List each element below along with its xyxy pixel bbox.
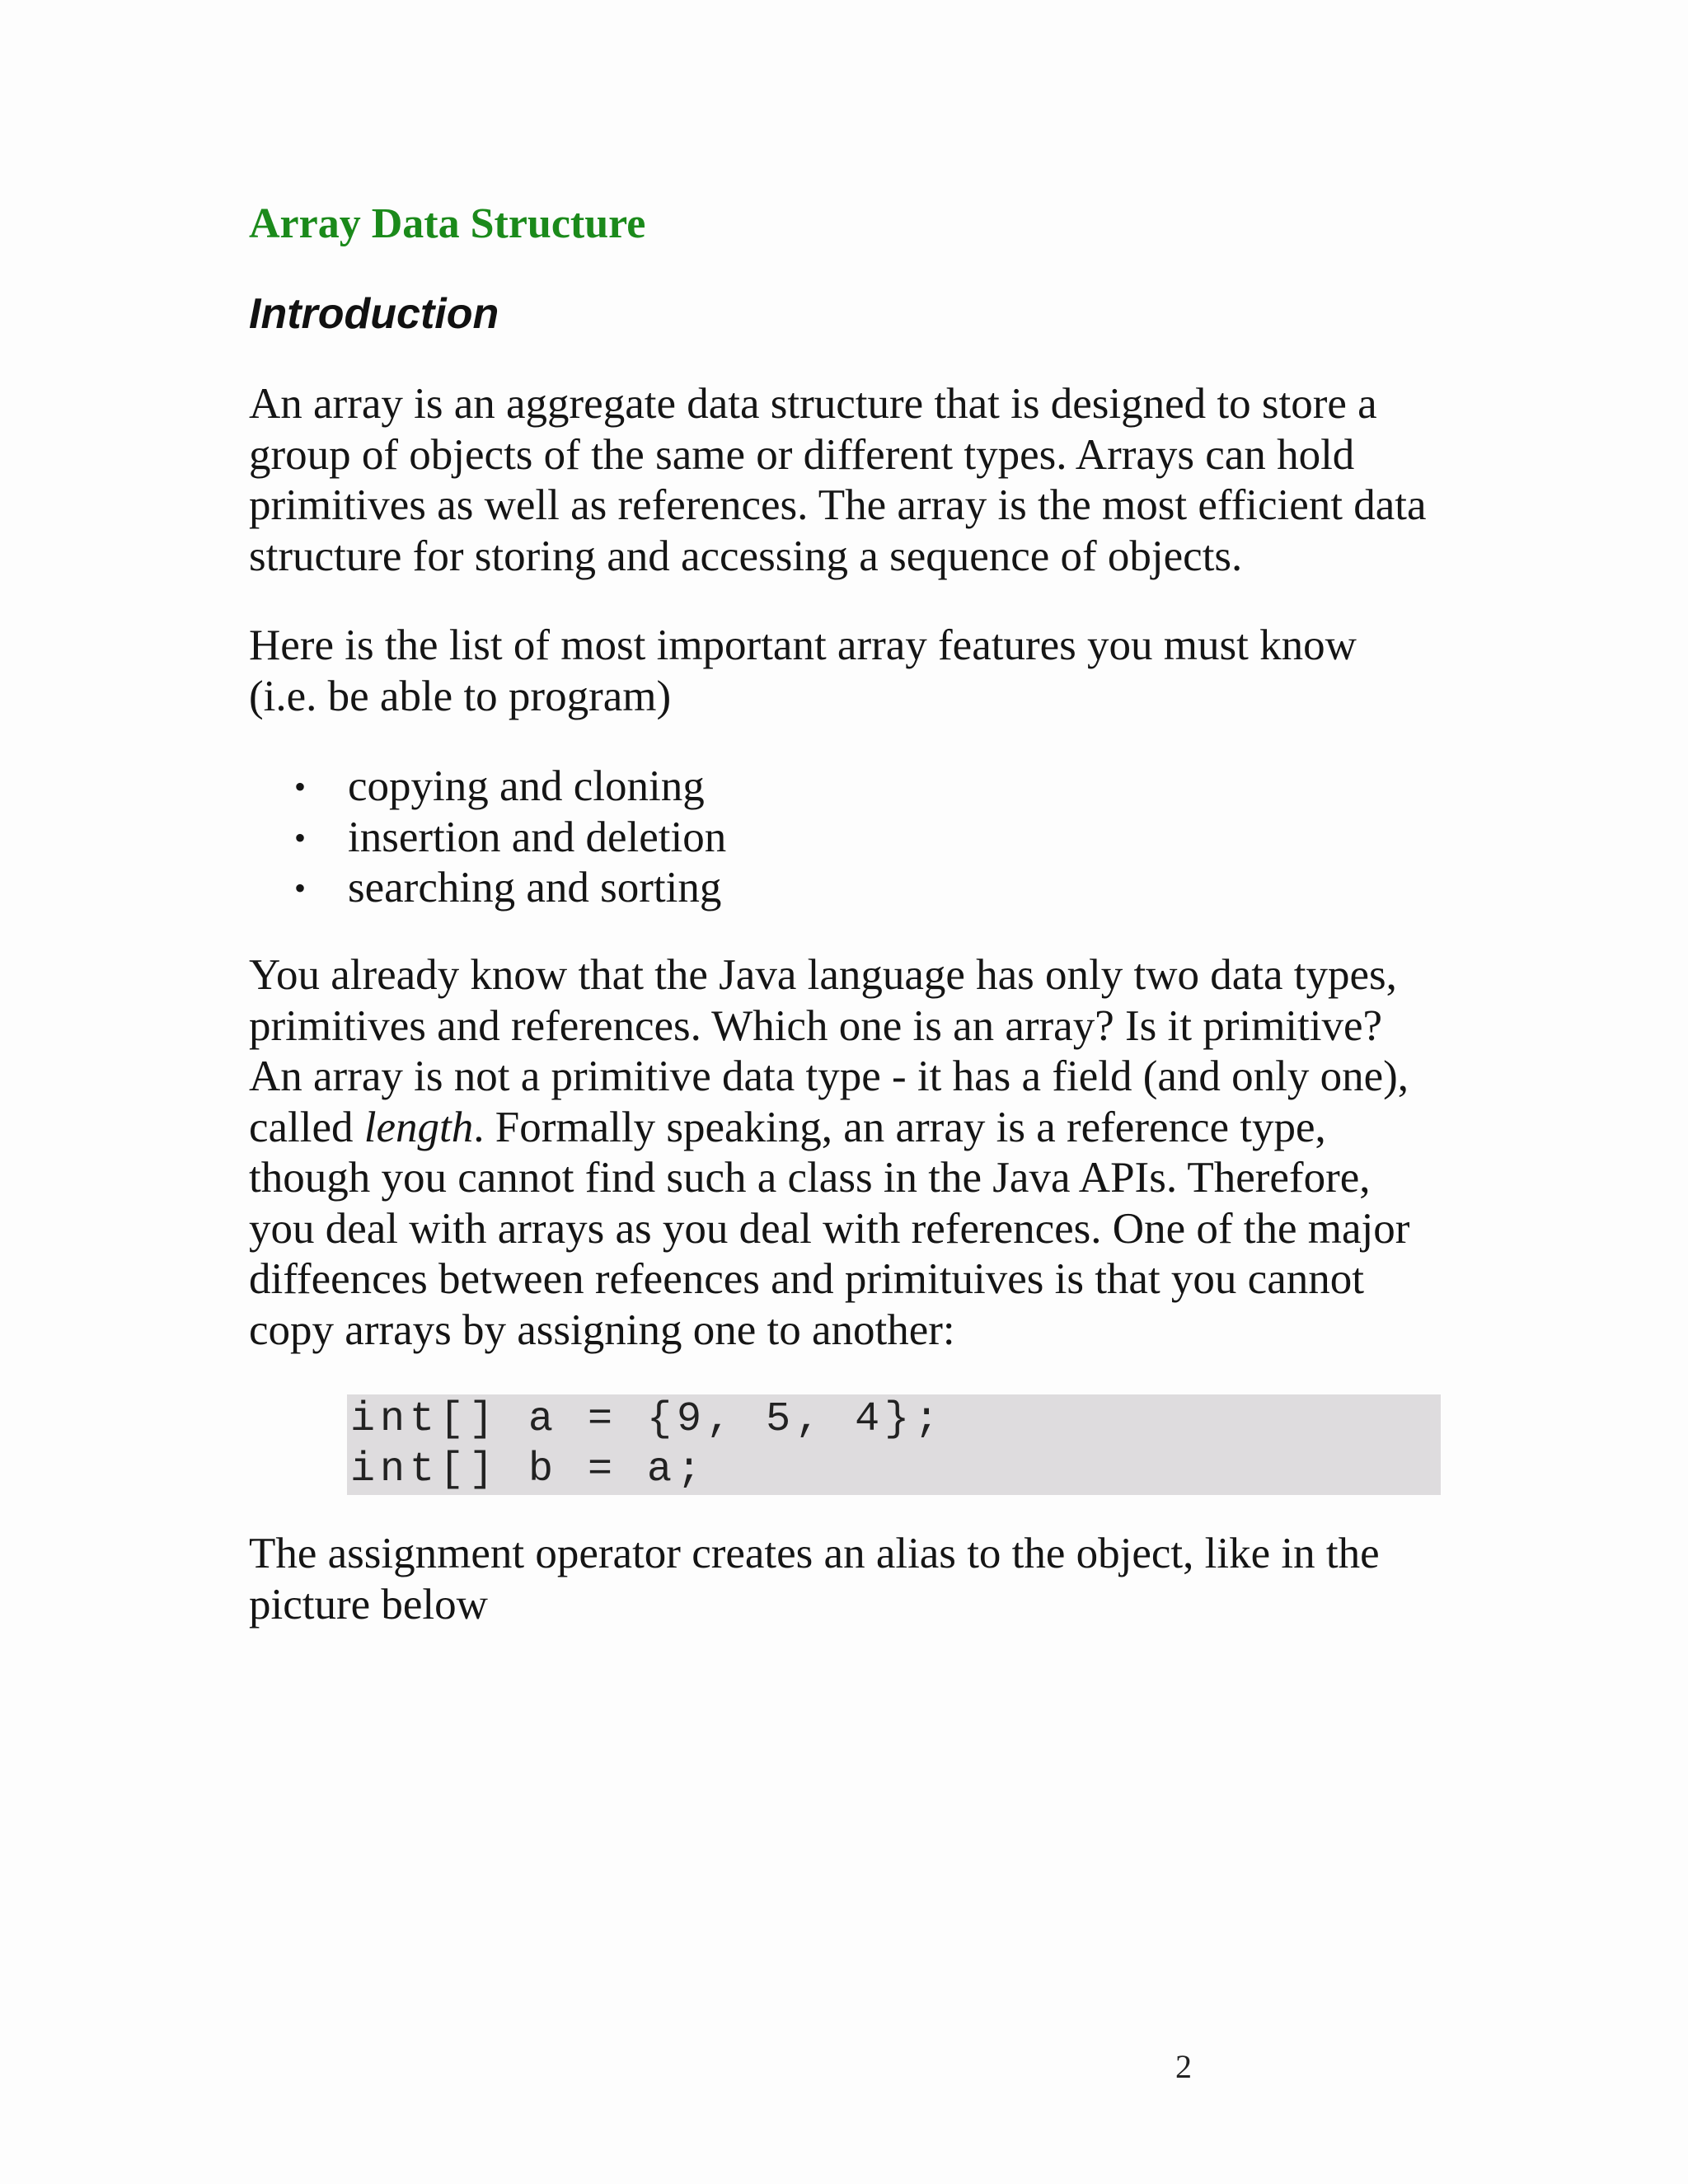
list-item: [249, 813, 726, 864]
assignment-paragraph: [249, 1529, 1441, 1630]
paragraph-line: structure for storing and accessing a sequence of objects.: [249, 532, 1243, 580]
code-line: int[] b = a;: [350, 1446, 707, 1493]
code-block: [347, 1394, 1441, 1495]
paragraph-line: Here is the list of most important array features you must know: [249, 621, 1357, 669]
paragraph-line: (i.e. be able to program): [249, 672, 672, 720]
paragraph-line: [249, 1103, 1441, 1154]
paragraph-line: group of objects of the same or different types. Arrays can hold: [249, 430, 1355, 479]
feature-list: [249, 762, 726, 914]
paragraph-line: diffeences between refeences and primituives is that you cannot: [249, 1255, 1364, 1303]
paragraph-line: copy arrays by assigning one to another:: [249, 1305, 955, 1354]
page-title: Array Data Structure: [249, 200, 646, 247]
paragraph-line: An array is not a primitive data type - it has a field (and only one),: [249, 1052, 1409, 1100]
paragraph-line: primitives and references. Which one is an array? Is it primitive?: [249, 1001, 1383, 1050]
length-keyword: length: [363, 1103, 474, 1151]
bullet-icon: •: [294, 818, 307, 856]
line-text: called: [249, 1103, 364, 1151]
list-item-text: insertion and deletion: [348, 813, 727, 861]
list-item-text: searching and sorting: [348, 864, 722, 912]
list-item: [249, 863, 726, 914]
paragraph-line: An array is an aggregate data structure that is designed to store a: [249, 380, 1377, 428]
line-text: . Formally speaking, an array is a reference type,: [473, 1103, 1326, 1151]
bullet-icon: •: [294, 768, 307, 805]
bullet-icon: •: [294, 869, 307, 907]
intro-paragraph: [249, 379, 1441, 582]
section-heading: Introduction: [249, 290, 499, 338]
features-intro-paragraph: [249, 621, 1441, 722]
paragraph-line: though you cannot find such a class in the Java APIs. Therefore,: [249, 1154, 1371, 1202]
page-number: 2: [1175, 2048, 1192, 2085]
list-item-text: copying and cloning: [348, 762, 705, 810]
list-item: [249, 762, 726, 813]
paragraph-line: picture below: [249, 1580, 488, 1629]
paragraph-line: You already know that the Java language has only two data types,: [249, 951, 1397, 999]
paragraph-line: The assignment operator creates an alias to the object, like in the: [249, 1530, 1380, 1577]
array-type-paragraph: [249, 950, 1441, 1356]
paragraph-line: primitives as well as references. The array is the most efficient data: [249, 481, 1427, 529]
paragraph-line: you deal with arrays as you deal with references. One of the major: [249, 1204, 1410, 1253]
code-line: int[] a = {9, 5, 4};: [350, 1396, 945, 1443]
